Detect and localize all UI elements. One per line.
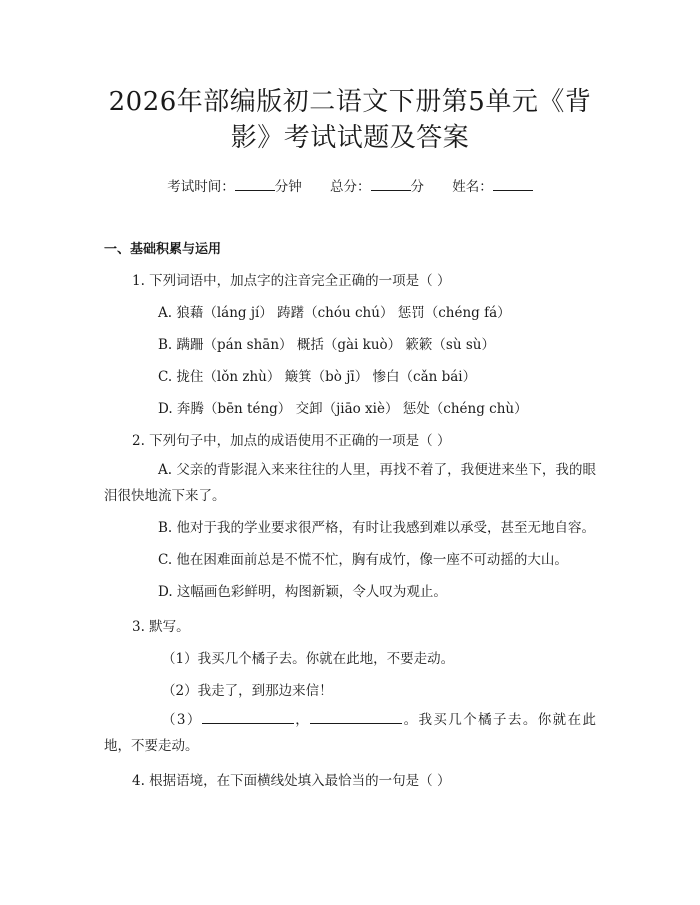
question-3-item-3-suffix: 。我买几个橘子去。你就在此地，不要走动。 [104, 712, 597, 754]
exam-time-unit: 分钟 [274, 179, 302, 195]
student-name [452, 179, 533, 195]
student-name-label: 姓名： [452, 179, 493, 195]
answer-blank-2 [310, 709, 402, 724]
question-2-option-c: C. 他在困难面前总是不慌不忙，胸有成竹，像一座不可动摇的大山。 [158, 552, 568, 568]
question-1-option-b: B. 蹒跚（pán shān） 概括（gài kuò） 簌簌（sù sù） [158, 337, 495, 353]
exam-time-blank [235, 176, 275, 191]
question-1-option-a: A. 狼藉（láng jí） 踌躇（chóu chú） 惩罚（chéng fá） [158, 305, 511, 321]
total-score-blank [371, 176, 411, 191]
total-score-unit: 分 [410, 179, 424, 195]
question-2-option-b: B. 他对于我的学业要求很严格，有时让我感到难以承受，甚至无地自容。 [158, 520, 596, 536]
question-3-item-3-separator: ， [293, 712, 311, 728]
question-3-item-3 [104, 707, 596, 759]
question-2-option-a: A. 父亲的背影混入来来往往的人里，再找不着了，我便进来坐下，我的眼泪很快地流下来了。 [104, 462, 596, 504]
question-3-stem: 3. 默写。 [132, 619, 190, 635]
question-1-option-c: C. 拢住（lǒn zhù） 簸箕（bò jī） 惨白（cǎn bái） [158, 369, 477, 385]
question-1-stem: 1. 下列词语中，加点字的注音完全正确的一项是（ ） [132, 273, 451, 289]
question-3-item-2: （2）我走了，到那边来信！ [162, 683, 333, 699]
exam-time [167, 179, 302, 195]
exam-meta [104, 176, 596, 197]
exam-time-label: 考试时间： [167, 179, 235, 195]
section-heading: 一、基础积累与运用 [104, 242, 222, 257]
document-title: 2026年部编版初二语文下册第5单元《背影》考试试题及答案 [108, 87, 592, 153]
question-3-item-3-prefix: （3） [162, 712, 202, 728]
question-2-option-d: D. 这幅画色彩鲜明，构图新颖，令人叹为观止。 [158, 584, 447, 600]
total-score [330, 179, 424, 195]
question-1-option-d: D. 奔腾（bēn téng） 交卸（jiāo xiè） 惩处（chéng chù） [158, 401, 528, 417]
question-3-item-1: （1）我买几个橘子去。你就在此地，不要走动。 [162, 651, 455, 667]
answer-blank-1 [202, 709, 294, 724]
student-name-blank [493, 176, 533, 191]
total-score-label: 总分： [330, 179, 371, 195]
question-4-stem: 4. 根据语境，在下面横线处填入最恰当的一句是（ ） [132, 773, 451, 789]
question-2-stem: 2. 下列句子中，加点的成语使用不正确的一项是（ ） [132, 433, 451, 449]
